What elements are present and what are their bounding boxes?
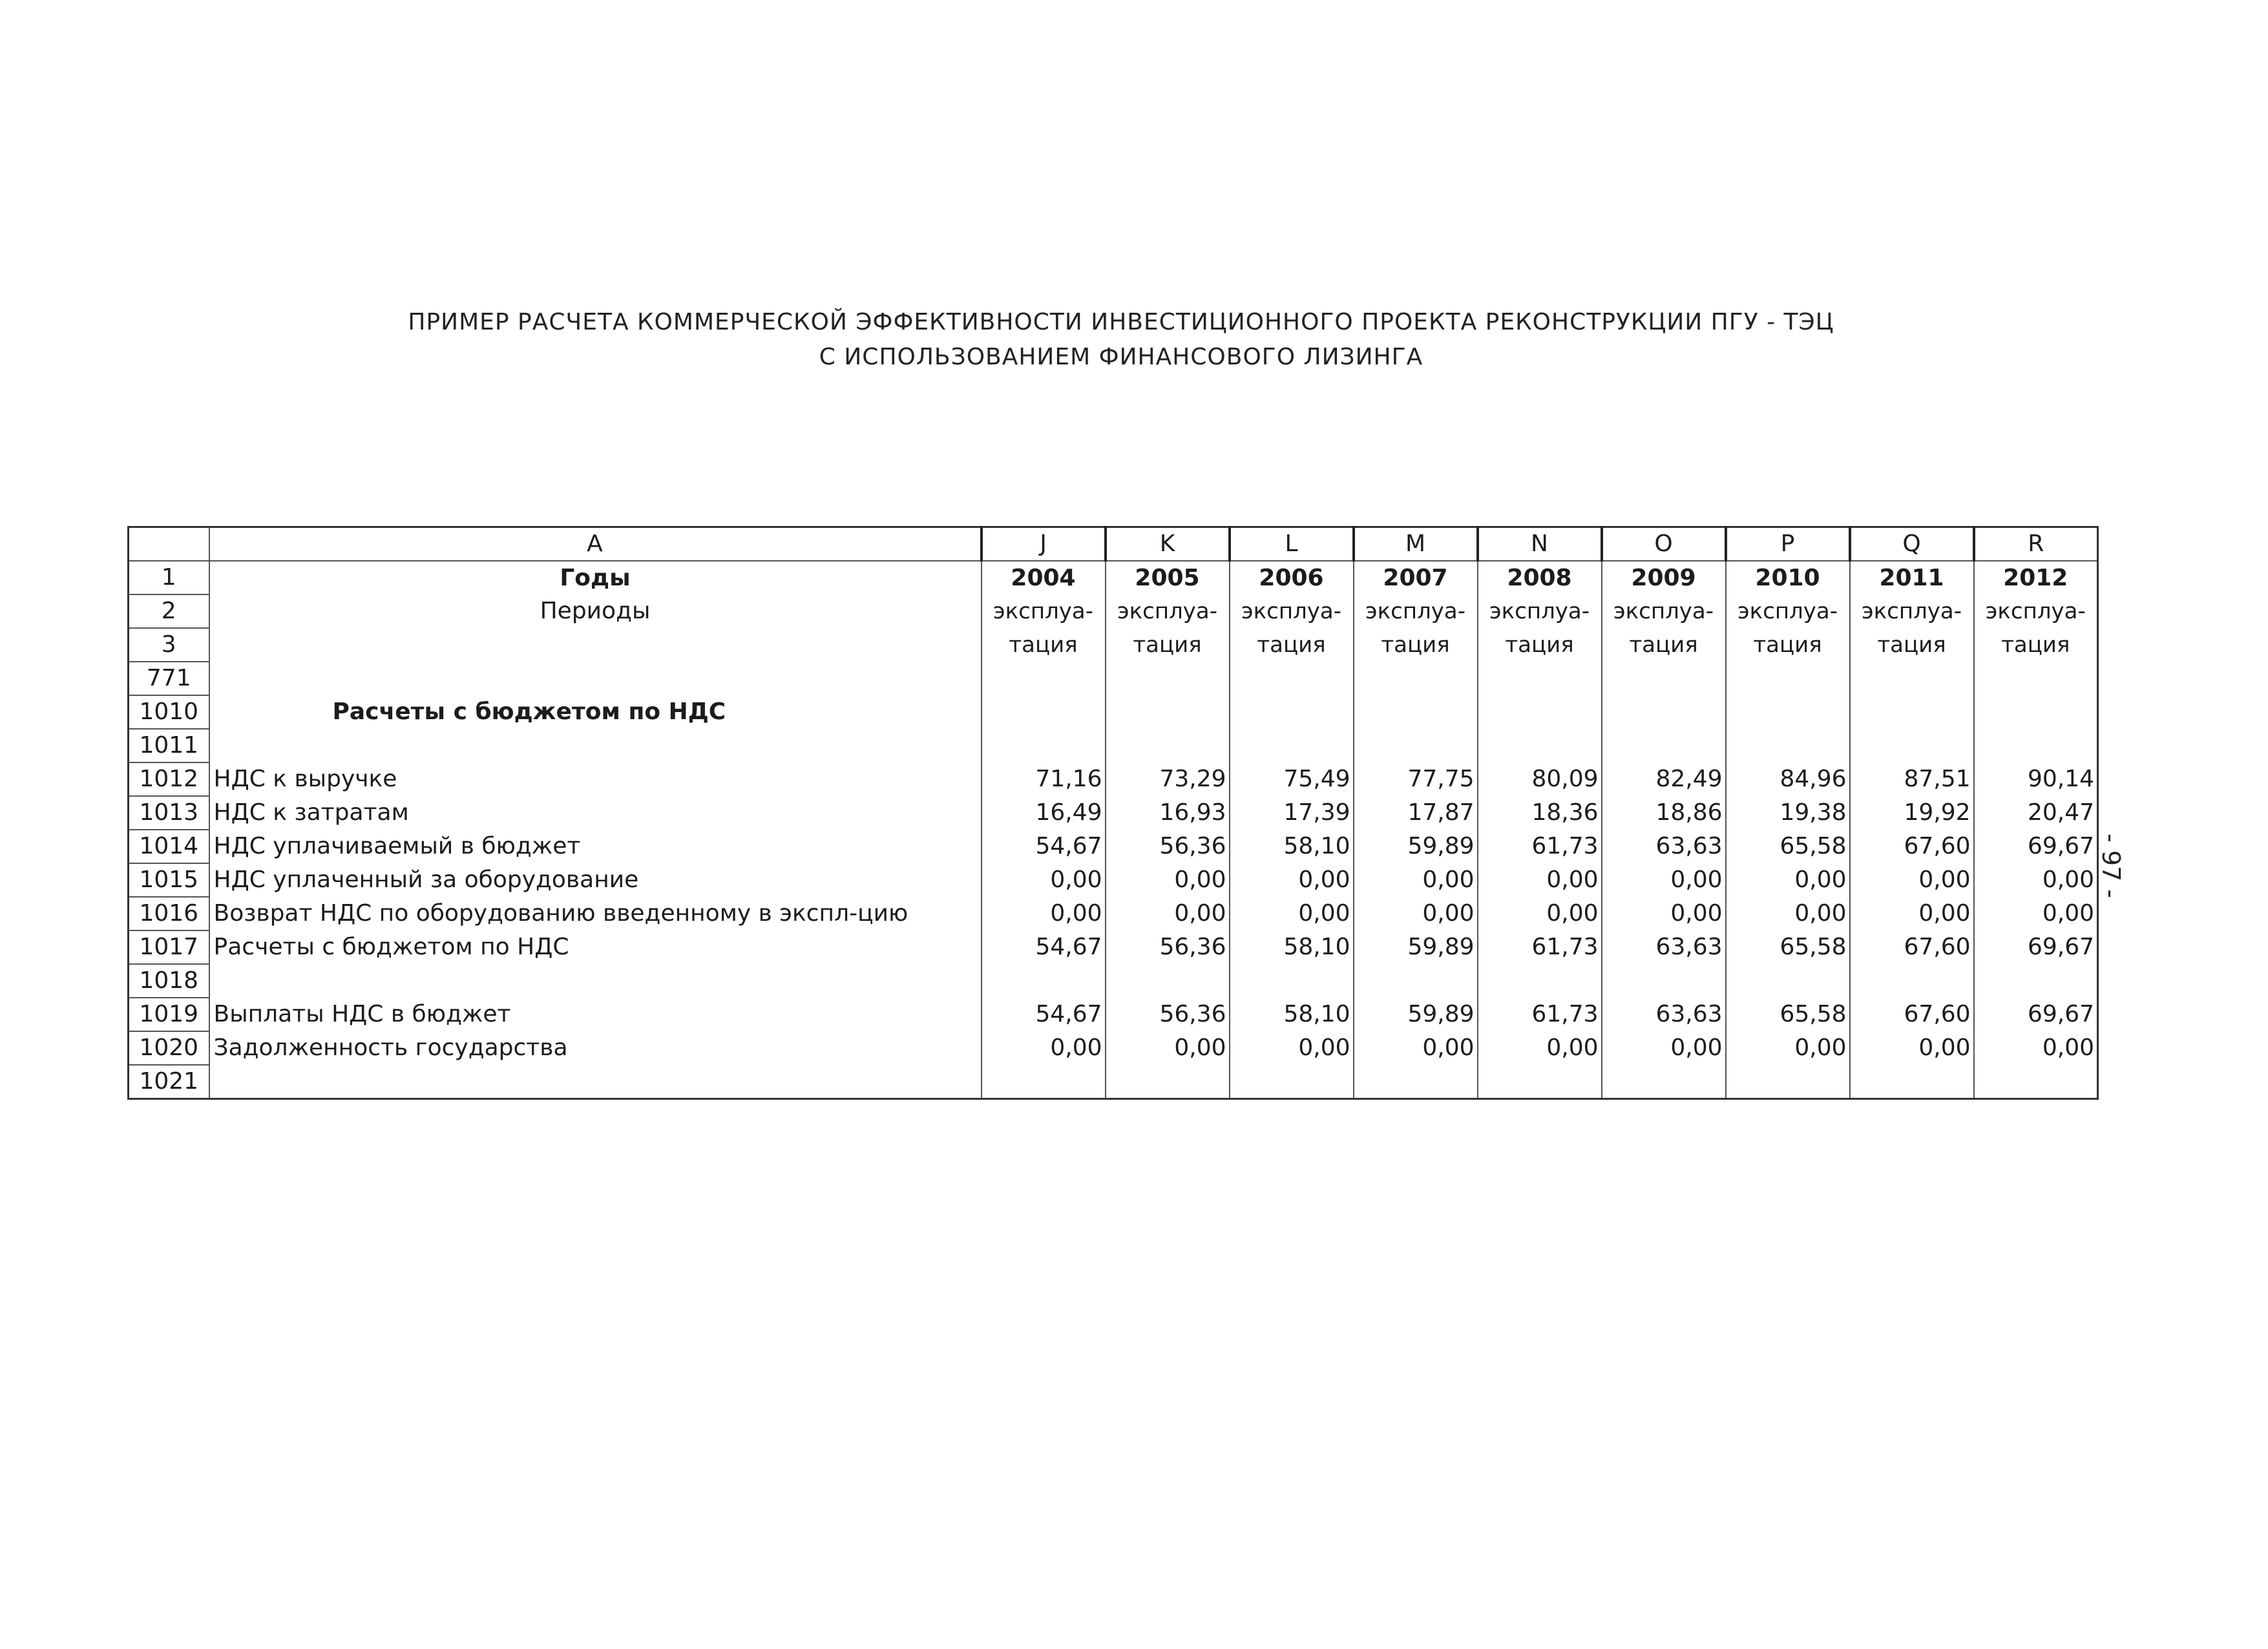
empty-value-cell xyxy=(1850,729,1974,762)
row-number: 1013 xyxy=(129,796,209,830)
column-letter: O xyxy=(1602,527,1726,562)
value-cell: 90,14 xyxy=(1974,762,2098,796)
document-title-line-1: ПРИМЕР РАСЧЕТА КОММЕРЧЕСКОЙ ЭФФЕКТИВНОСТИ ИНВЕСТИЦИОННОГО ПРОЕКТА РЕКОНСТРУКЦИИ ПГУ - ТЭЦ xyxy=(408,309,1834,335)
empty-value-cell xyxy=(1478,964,1602,998)
value-cell: 0,00 xyxy=(1602,897,1726,930)
table-row-empty xyxy=(129,662,2098,695)
value-cell: 82,49 xyxy=(1602,762,1726,796)
value-cell: 18,36 xyxy=(1478,796,1602,830)
row-number: 3 xyxy=(129,628,209,662)
row-number: 771 xyxy=(129,662,209,695)
empty-value-cell xyxy=(1974,695,2098,729)
value-cell: 65,58 xyxy=(1726,830,1850,863)
period-cell-bottom: тация xyxy=(1354,628,1478,662)
row-number: 1014 xyxy=(129,830,209,863)
row-label: НДС к выручке xyxy=(209,762,982,796)
empty-value-cell xyxy=(1230,729,1354,762)
row-label: НДС уплачиваемый в бюджет xyxy=(209,830,982,863)
empty-value-cell xyxy=(1354,729,1478,762)
value-cell: 17,39 xyxy=(1230,796,1354,830)
value-cell: 0,00 xyxy=(1726,863,1850,897)
value-cell: 0,00 xyxy=(1726,1031,1850,1065)
value-cell: 73,29 xyxy=(1106,762,1230,796)
value-cell: 0,00 xyxy=(1850,1031,1974,1065)
value-cell: 87,51 xyxy=(1850,762,1974,796)
table-row xyxy=(129,930,2098,964)
column-letter: R xyxy=(1974,527,2098,562)
empty-value-cell xyxy=(1478,662,1602,695)
empty-value-cell xyxy=(982,729,1106,762)
row-number: 1 xyxy=(129,561,209,594)
year-cell: 2005 xyxy=(1106,561,1230,594)
period-cell-top: эксплуа- xyxy=(1354,594,1478,628)
year-cell: 2010 xyxy=(1726,561,1850,594)
row-label: Задолженность государства xyxy=(209,1031,982,1065)
table-row-years xyxy=(129,561,2098,594)
value-cell: 0,00 xyxy=(1106,863,1230,897)
value-cell: 54,67 xyxy=(982,830,1106,863)
column-letter: Q xyxy=(1850,527,1974,562)
value-cell: 67,60 xyxy=(1850,830,1974,863)
page-number xyxy=(2082,808,2140,924)
empty-label-cell xyxy=(209,729,982,762)
empty-value-cell xyxy=(1974,1065,2098,1099)
value-cell: 65,58 xyxy=(1726,930,1850,964)
period-cell-bottom: тация xyxy=(1478,628,1602,662)
period-cell-top: эксплуа- xyxy=(1230,594,1354,628)
empty-value-cell xyxy=(1106,964,1230,998)
empty-value-cell xyxy=(1478,729,1602,762)
year-cell: 2004 xyxy=(982,561,1106,594)
row-number: 2 xyxy=(129,594,209,628)
value-cell: 65,58 xyxy=(1726,998,1850,1031)
value-cell: 0,00 xyxy=(1478,863,1602,897)
page-number-text: - 97 - xyxy=(2097,834,2125,898)
value-cell: 61,73 xyxy=(1478,998,1602,1031)
table-row-periods xyxy=(129,594,2098,628)
value-cell: 77,75 xyxy=(1354,762,1478,796)
periods-label: Периоды xyxy=(209,594,982,628)
empty-value-cell xyxy=(1850,1065,1974,1099)
value-cell: 59,89 xyxy=(1354,998,1478,1031)
row-number: 1017 xyxy=(129,930,209,964)
period-cell-bottom: тация xyxy=(1726,628,1850,662)
value-cell: 61,73 xyxy=(1478,830,1602,863)
value-cell: 0,00 xyxy=(1478,1031,1602,1065)
value-cell: 17,87 xyxy=(1354,796,1478,830)
empty-value-cell xyxy=(1602,729,1726,762)
empty-value-cell xyxy=(1726,964,1850,998)
value-cell: 0,00 xyxy=(1230,863,1354,897)
empty-value-cell xyxy=(982,695,1106,729)
empty-value-cell xyxy=(1726,729,1850,762)
period-cell-top: эксплуа- xyxy=(982,594,1106,628)
value-cell: 54,67 xyxy=(982,998,1106,1031)
row-label: Возврат НДС по оборудованию введенному в экспл-цию xyxy=(209,897,982,930)
value-cell: 56,36 xyxy=(1106,830,1230,863)
value-cell: 0,00 xyxy=(1726,897,1850,930)
value-cell: 0,00 xyxy=(1230,1031,1354,1065)
value-cell: 0,00 xyxy=(1106,897,1230,930)
value-cell: 0,00 xyxy=(1354,1031,1478,1065)
value-cell: 16,93 xyxy=(1106,796,1230,830)
column-letter: M xyxy=(1354,527,1478,562)
row-number: 1011 xyxy=(129,729,209,762)
column-letter: K xyxy=(1106,527,1230,562)
value-cell: 19,38 xyxy=(1726,796,1850,830)
value-cell: 0,00 xyxy=(1106,1031,1230,1065)
document-title-line-2: С ИСПОЛЬЗОВАНИЕМ ФИНАНСОВОГО ЛИЗИНГА xyxy=(819,344,1423,370)
empty-value-cell xyxy=(1478,695,1602,729)
period-cell-bottom: тация xyxy=(1850,628,1974,662)
empty-value-cell xyxy=(1850,964,1974,998)
value-cell: 58,10 xyxy=(1230,830,1354,863)
row-number: 1019 xyxy=(129,998,209,1031)
value-cell: 80,09 xyxy=(1478,762,1602,796)
period-cell-bottom: тация xyxy=(982,628,1106,662)
row-number: 1016 xyxy=(129,897,209,930)
column-header-row xyxy=(129,527,2098,562)
year-cell: 2009 xyxy=(1602,561,1726,594)
value-cell: 63,63 xyxy=(1602,998,1726,1031)
empty-value-cell xyxy=(1106,695,1230,729)
empty-value-cell xyxy=(1478,1065,1602,1099)
value-cell: 75,49 xyxy=(1230,762,1354,796)
value-cell: 0,00 xyxy=(1974,897,2098,930)
period-cell-top: эксплуа- xyxy=(1478,594,1602,628)
corner-cell xyxy=(129,527,209,562)
period-cell-top: эксплуа- xyxy=(1974,594,2098,628)
empty-value-cell xyxy=(1974,964,2098,998)
value-cell: 0,00 xyxy=(982,1031,1106,1065)
row-number: 1018 xyxy=(129,964,209,998)
value-cell: 69,67 xyxy=(1974,830,2098,863)
empty-label-cell xyxy=(209,1065,982,1099)
empty-value-cell xyxy=(1354,1065,1478,1099)
period-cell-top: эксплуа- xyxy=(1726,594,1850,628)
value-cell: 58,10 xyxy=(1230,998,1354,1031)
value-cell: 56,36 xyxy=(1106,998,1230,1031)
value-cell: 59,89 xyxy=(1354,930,1478,964)
value-cell: 16,49 xyxy=(982,796,1106,830)
row-number: 1010 xyxy=(129,695,209,729)
table-row-section xyxy=(129,695,2098,729)
period-cell-bottom: тация xyxy=(1106,628,1230,662)
period-cell-top: эксплуа- xyxy=(1106,594,1230,628)
column-letter: J xyxy=(982,527,1106,562)
value-cell: 71,16 xyxy=(982,762,1106,796)
empty-value-cell xyxy=(1230,695,1354,729)
year-cell: 2006 xyxy=(1230,561,1354,594)
empty-label-cell xyxy=(209,662,982,695)
row-label: НДС уплаченный за оборудование xyxy=(209,863,982,897)
empty-value-cell xyxy=(1230,964,1354,998)
row-number: 1020 xyxy=(129,1031,209,1065)
value-cell: 0,00 xyxy=(982,897,1106,930)
period-cell-bottom: тация xyxy=(1230,628,1354,662)
empty-label-cell xyxy=(209,628,982,662)
table-row xyxy=(129,830,2098,863)
value-cell: 0,00 xyxy=(1850,863,1974,897)
value-cell: 58,10 xyxy=(1230,930,1354,964)
empty-value-cell xyxy=(1850,662,1974,695)
vat-budget-table xyxy=(127,526,2099,1100)
row-label: Расчеты с бюджетом по НДС xyxy=(209,930,982,964)
column-letter: A xyxy=(209,527,982,562)
year-cell: 2008 xyxy=(1478,561,1602,594)
empty-value-cell xyxy=(1106,729,1230,762)
table-row xyxy=(129,863,2098,897)
empty-value-cell xyxy=(1726,1065,1850,1099)
empty-value-cell xyxy=(982,1065,1106,1099)
value-cell: 0,00 xyxy=(982,863,1106,897)
year-cell: 2007 xyxy=(1354,561,1478,594)
empty-value-cell xyxy=(1354,662,1478,695)
value-cell: 0,00 xyxy=(1354,897,1478,930)
empty-value-cell xyxy=(1726,662,1850,695)
value-cell: 0,00 xyxy=(1974,863,2098,897)
value-cell: 0,00 xyxy=(1478,897,1602,930)
section-title: Расчеты с бюджетом по НДС xyxy=(209,695,982,729)
period-cell-top: эксплуа- xyxy=(1602,594,1726,628)
empty-value-cell xyxy=(1974,662,2098,695)
period-cell-top: эксплуа- xyxy=(1850,594,1974,628)
value-cell: 63,63 xyxy=(1602,930,1726,964)
table-row xyxy=(129,796,2098,830)
value-cell: 67,60 xyxy=(1850,930,1974,964)
years-label: Годы xyxy=(209,561,982,594)
empty-value-cell xyxy=(1354,964,1478,998)
value-cell: 18,86 xyxy=(1602,796,1726,830)
value-cell: 84,96 xyxy=(1726,762,1850,796)
value-cell: 0,00 xyxy=(1602,1031,1726,1065)
row-number: 1021 xyxy=(129,1065,209,1099)
table-row xyxy=(129,897,2098,930)
value-cell: 0,00 xyxy=(1354,863,1478,897)
row-number: 1012 xyxy=(129,762,209,796)
value-cell: 54,67 xyxy=(982,930,1106,964)
table-row-periods-cont xyxy=(129,628,2098,662)
empty-value-cell xyxy=(1106,1065,1230,1099)
empty-value-cell xyxy=(1230,662,1354,695)
value-cell: 0,00 xyxy=(1230,897,1354,930)
empty-value-cell xyxy=(982,662,1106,695)
period-cell-bottom: тация xyxy=(1602,628,1726,662)
empty-value-cell xyxy=(1974,729,2098,762)
row-label: Выплаты НДС в бюджет xyxy=(209,998,982,1031)
value-cell: 67,60 xyxy=(1850,998,1974,1031)
year-cell: 2011 xyxy=(1850,561,1974,594)
value-cell: 56,36 xyxy=(1106,930,1230,964)
table-row-empty xyxy=(129,964,2098,998)
value-cell: 69,67 xyxy=(1974,998,2098,1031)
value-cell: 20,47 xyxy=(1974,796,2098,830)
table-row-empty xyxy=(129,729,2098,762)
table-row xyxy=(129,998,2098,1031)
empty-value-cell xyxy=(1602,1065,1726,1099)
value-cell: 0,00 xyxy=(1850,897,1974,930)
table-row-empty xyxy=(129,1065,2098,1099)
table-row xyxy=(129,762,2098,796)
empty-value-cell xyxy=(1850,695,1974,729)
empty-value-cell xyxy=(1726,695,1850,729)
empty-value-cell xyxy=(1602,695,1726,729)
empty-value-cell xyxy=(1230,1065,1354,1099)
empty-value-cell xyxy=(1106,662,1230,695)
value-cell: 69,67 xyxy=(1974,930,2098,964)
row-number: 1015 xyxy=(129,863,209,897)
value-cell: 0,00 xyxy=(1602,863,1726,897)
period-cell-bottom: тация xyxy=(1974,628,2098,662)
empty-value-cell xyxy=(1602,964,1726,998)
value-cell: 0,00 xyxy=(1974,1031,2098,1065)
column-letter: L xyxy=(1230,527,1354,562)
table-row xyxy=(129,1031,2098,1065)
column-letter: P xyxy=(1726,527,1850,562)
value-cell: 59,89 xyxy=(1354,830,1478,863)
value-cell: 19,92 xyxy=(1850,796,1974,830)
empty-label-cell xyxy=(209,964,982,998)
empty-value-cell xyxy=(1354,695,1478,729)
year-cell: 2012 xyxy=(1974,561,2098,594)
value-cell: 61,73 xyxy=(1478,930,1602,964)
column-letter: N xyxy=(1478,527,1602,562)
row-label: НДС к затратам xyxy=(209,796,982,830)
empty-value-cell xyxy=(982,964,1106,998)
empty-value-cell xyxy=(1602,662,1726,695)
value-cell: 63,63 xyxy=(1602,830,1726,863)
